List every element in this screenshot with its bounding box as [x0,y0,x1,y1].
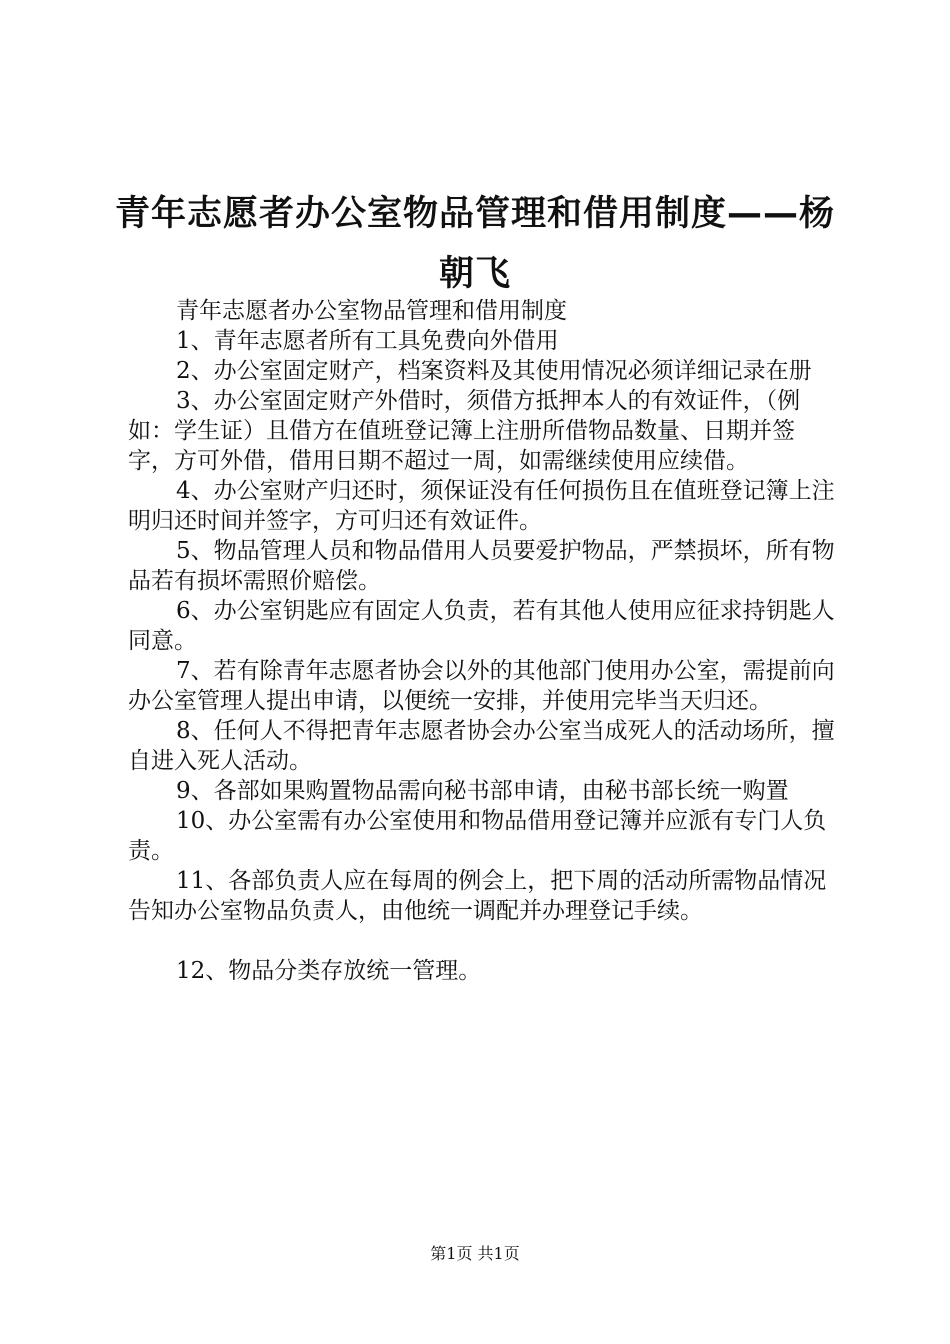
rule-item: 4、办公室财产归还时，须保证没有任何损伤且在值班登记簿上注明归还时间并签字，方可归还有效证件。 [128,478,835,534]
rule-item: 5、物品管理人员和物品借用人员要爱护物品，严禁损坏，所有物品若有损坏需照价赔偿。 [128,538,835,594]
rule-item: 10、办公室需有办公室使用和物品借用登记簿并应派有专门人负责。 [128,808,827,864]
rule-item: 1、青年志愿者所有工具免费向外借用 [176,328,559,354]
document-subtitle: 青年志愿者办公室物品管理和借用制度 [176,298,567,324]
rule-item: 12、物品分类存放统一管理。 [176,958,482,984]
rule-item: 2、办公室固定财产，档案资料及其使用情况必须详细记录在册 [176,358,812,384]
page-footer: 第1页 共1页 [430,1244,520,1263]
rule-item: 8、任何人不得把青年志愿者协会办公室当成死人的活动场所，擅自进入死人活动。 [128,718,835,774]
rule-item: 3、办公室固定财产外借时，须借方抵押本人的有效证件，（例如：学生证）且借方在值班登记簿上注册所借物品数量、日期并签字，方可外借，借用日期不超过一周，如需继续使用应续借。 [128,388,801,474]
document-title: 青年志愿者办公室物品管理和借用制度——杨朝飞 [114,194,835,294]
document-body [128,296,838,986]
rule-item: 7、若有除青年志愿者协会以外的其他部门使用办公室，需提前向办公室管理人提出申请，以便统一安排，并使用完毕当天归还。 [128,658,835,714]
rule-item: 9、各部如果购置物品需向秘书部申请，由秘书部长统一购置 [176,778,789,804]
rule-item: 11、各部负责人应在每周的例会上，把下周的活动所需物品情况告知办公室物品负责人，由他统一调配并办理登记手续。 [128,868,827,924]
rule-item: 6、办公室钥匙应有固定人负责，若有其他人使用应征求持钥匙人同意。 [128,598,835,654]
